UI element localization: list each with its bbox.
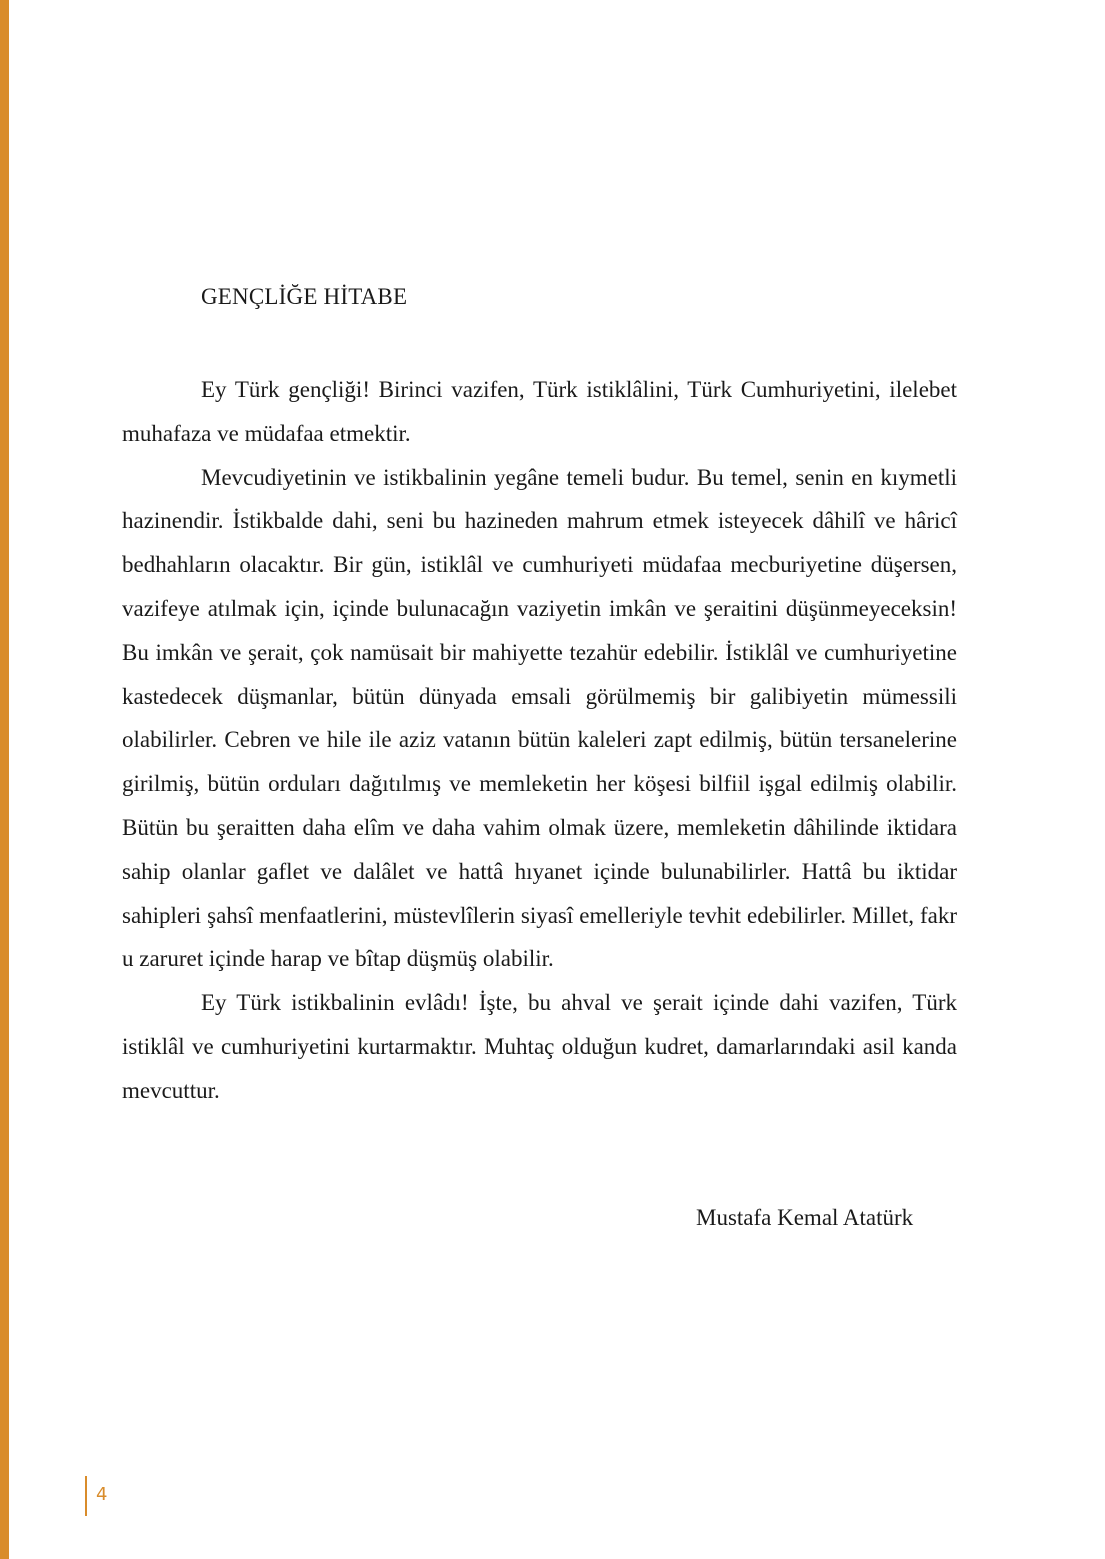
left-accent-bar: [0, 0, 9, 1559]
page-number-rule: [85, 1476, 87, 1516]
paragraph-1: Ey Türk gençliği! Birinci vazifen, Türk istiklâlini, Türk Cumhuriyetini, ilelebet muhafaza ve müdafaa etmektir.: [122, 377, 957, 446]
speech-body: [122, 368, 957, 1113]
paragraph-3: Ey Türk istikbalinin evlâdı! İşte, bu ahval ve şerait içinde dahi vazifen, Türk istiklâl ve cumhuriyetini kurtarmaktır. Muhtaç olduğun kudret, damarlarındaki asil kanda mevcuttur.: [122, 990, 957, 1103]
signature: Mustafa Kemal Atatürk: [696, 1205, 914, 1230]
paragraph-2: Mevcudiyetinin ve istikbalinin yegâne temeli budur. Bu temel, senin en kıymetli hazinendir. İstikbalde dahi, seni bu hazineden mahrum etmek isteyecek dâhilî ve hâricî bedhahların olacaktır. Bir gün, istiklâl ve cumhuriyeti müdafaa mecburiyetine düşersen, vazifeye atılmak için, içinde bulunacağın vaziyetin imkân ve şeraitini düşünmeyeceksin! Bu imkân ve şerait, çok namüsait bir mahiyette tezahür edebilir. İstiklâl ve cumhuriyetine kastedecek düşmanlar, bütün dünyada emsali görülmemiş bir galibiyetin mümessili olabilirler. Cebren ve hile ile aziz vatanın bütün kaleleri zapt edilmiş, bütün tersanelerine girilmiş, bütün orduları dağıtılmış ve memleketin her köşesi bilfiil işgal edilmiş olabilir. Bütün bu şeraitten daha elîm ve daha vahim olmak üzere, memleketin dâhilinde iktidara sahip olanlar gaflet ve dalâlet ve hattâ hıyanet içinde bulunabilirler. Hattâ bu iktidar sahipleri şahsî menfaatlerini, müstevlîlerin siyasî emelleriyle tevhit edebilirler. Millet, fakr u zaruret içinde harap ve bîtap düşmüş olabilir.: [122, 464, 957, 972]
page-number: 4: [96, 1484, 108, 1505]
page-title: GENÇLİĞE HİTABE: [201, 284, 408, 309]
